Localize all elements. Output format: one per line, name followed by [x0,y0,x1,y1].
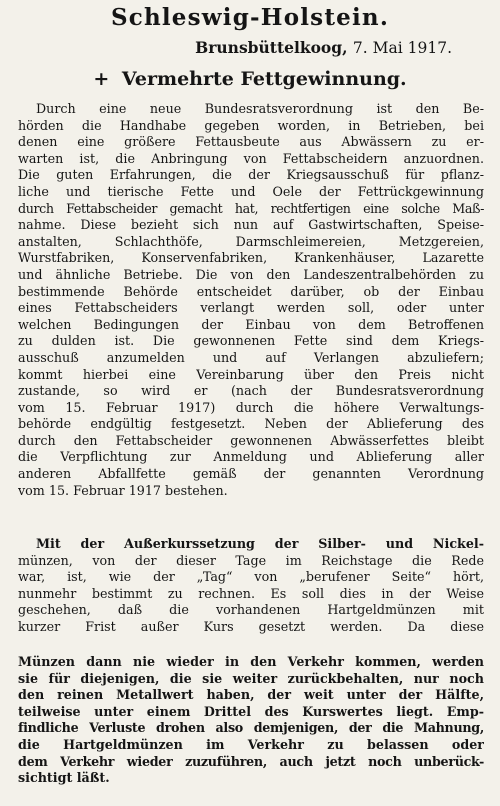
article-title-text: Vermehrte Fettgewinnung. [121,68,407,90]
text-line: liche und tierische Fette und Oele der Fettrückgewinnung [18,183,484,199]
text-line: Wurstfabriken, Konservenfabriken, Krankenhäuser, Lazarette [18,250,484,266]
text-line: welchen Bedingungen der Einbau von dem Betroffenen [18,316,484,332]
text-line: dem Verkehr wieder zuzuführen, auch jetzt noch unberück- [18,753,484,769]
text-line: anstalten, Schlachthöfe, Darmschleimereien, Metzgereien, [18,233,484,249]
cross-mark: + [93,68,110,90]
paragraph-coin-losses [18,654,484,787]
text-line: durch den Fettabscheider gewonnenen Abwässerfettes bleibt [18,432,484,448]
dateline-place: Brunsbüttelkoog, [195,38,348,57]
text-line: vom 15. Februar 1917 bestehen. [18,482,228,498]
text-line: kommt hierbei eine Vereinbarung über den Preis nicht [18,366,484,382]
text-line: die Hartgeldmünzen im Verkehr zu belassen oder [18,736,484,752]
paragraph-fat-recovery [18,101,484,499]
text-line: durch Fettabscheider gemacht hat, rechtfertigen eine solche Maß- [18,200,484,216]
text-line: sie für diejenigen, die sie weiter zurückbehalten, nur noch [18,670,484,686]
text-line: behörde endgültig festgesetzt. Neben der Ablieferung des [18,416,484,432]
text-line: Durch eine neue Bundesratsverordnung ist den Be- [36,101,484,116]
text-line: zustande, so wird er (nach der Bundesratsverordnung [18,383,484,399]
text-line: findliche Verluste drohen also demjenigen, der die Mahnung, [18,720,484,736]
article-title [0,68,500,90]
paragraph-coin-withdrawal [18,536,484,636]
text-line: hörden die Handhabe gegeben worden, in Betrieben, bei [18,117,484,133]
text-line: sichtigt läßt. [18,770,110,786]
text-line: zu dulden ist. Die gewonnenen Fette sind dem Kriegs- [18,333,484,349]
text-line: die Verpflichtung zur Anmeldung und Ablieferung aller [18,449,484,465]
text-line: nunmehr bestimmt zu rechnen. Es soll dies in der Weise [18,585,484,601]
text-line: den reinen Metallwert haben, der weit unter der Hälfte, [18,687,484,703]
text-line: nahme. Diese bezieht sich nun auf Gastwirtschaften, Speise- [18,217,484,233]
text-line: ausschuß anzumelden und auf Verlangen abzuliefern; [18,349,484,365]
text-line: Münzen dann nie wieder in den Verkehr kommen, werden [18,654,484,669]
dateline [195,38,452,57]
text-line: geschehen, daß die vorhandenen Hartgeldmünzen mit [18,602,484,618]
text-line: bestimmende Behörde entscheidet darüber, ob der Einbau [18,283,484,299]
text-line: münzen, von der dieser Tage im Reichstage die Rede [18,552,484,568]
text-line: vom 15. Februar 1917) durch die höhere Verwaltungs- [18,399,484,415]
text-line: Die guten Erfahrungen, die der Kriegsausschuß für pflanz- [18,167,484,183]
section-heading: Schleswig-Holstein. [110,4,390,31]
text-line: teilweise unter einem Drittel des Kurswertes liegt. Emp- [18,703,484,719]
text-line: kurzer Frist außer Kurs gesetzt werden. Da diese [18,618,484,634]
text-line: war, ist, wie der „Tag“ von „berufener Seite“ hört, [18,569,484,585]
text-line [18,536,484,553]
text-line: eines Fettabscheiders verlangt werden soll, oder unter [18,300,484,316]
lead-in-bold: Mit der Außerkurssetzung der Silber- und Nickel- [36,536,484,551]
text-line: warten ist, die Anbringung von Fettabscheidern anzuordnen. [18,150,484,166]
text-line: anderen Abfallfette gemäß der genannten Verordnung [18,466,484,482]
text-line: denen eine größere Fettausbeute aus Abwässern zu er- [18,134,484,150]
text-line: und ähnliche Betriebe. Die von den Landeszentralbehörden zu [18,266,484,282]
dateline-date: 7. Mai 1917. [352,39,452,57]
